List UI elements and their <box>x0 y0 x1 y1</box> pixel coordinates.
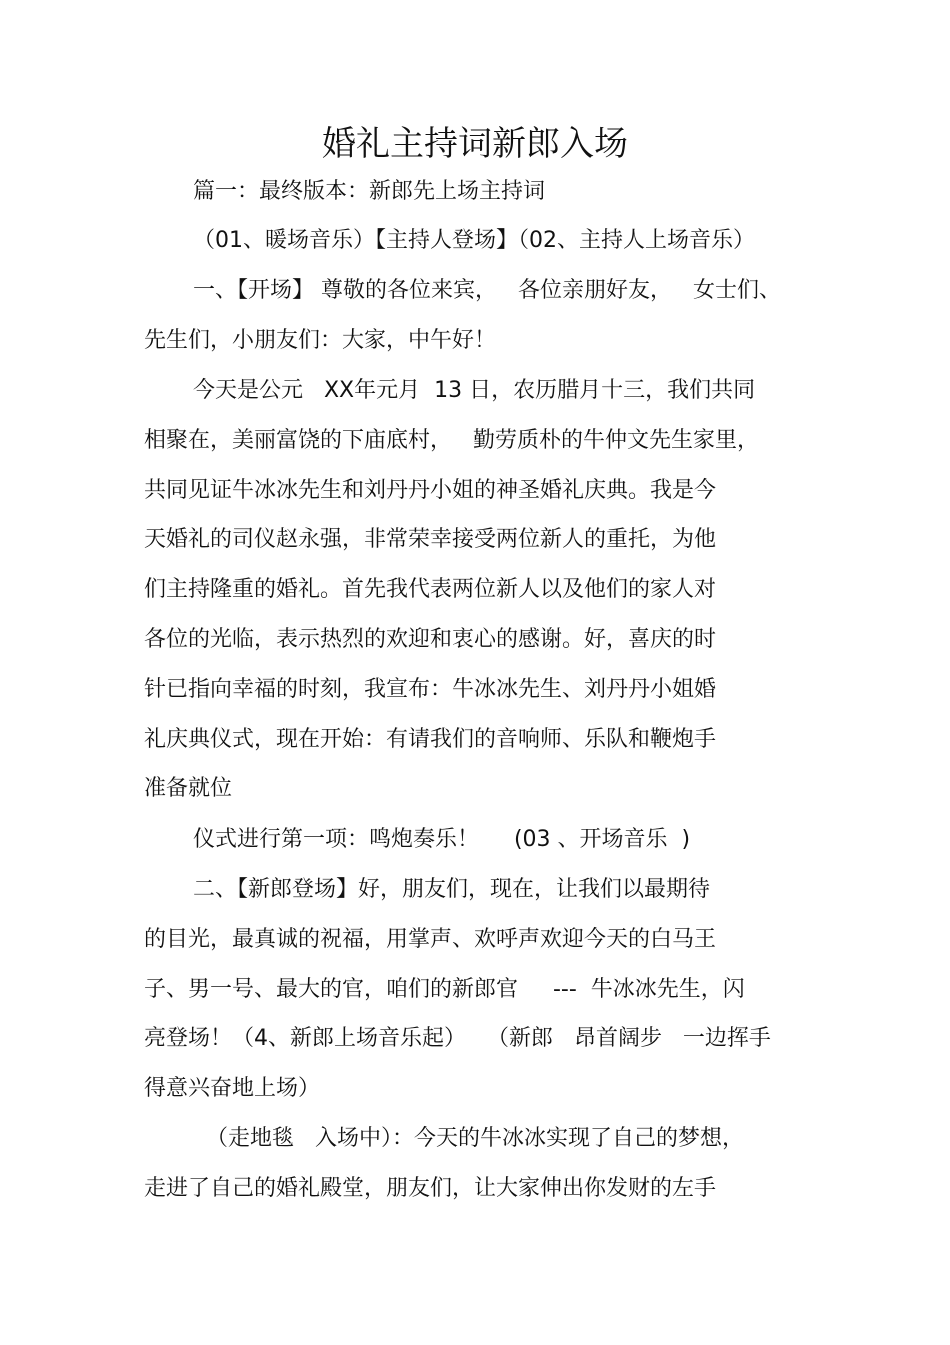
paragraph-line: （01、暖场音乐）【主持人登场】（02、主持人上场音乐） <box>193 228 755 253</box>
document-title: 婚礼主持词新郎入场 <box>322 124 628 164</box>
paragraph-line: （走地毯 入场中）：今天的牛冰冰实现了自己的梦想， <box>206 1126 744 1151</box>
paragraph-line: 的目光，最真诚的祝福，用掌声、欢呼声欢迎今天的白马王 <box>144 927 717 952</box>
paragraph-line: 共同见证牛冰冰先生和刘丹丹小姐的神圣婚礼庆典。我是今 <box>144 478 717 503</box>
paragraph-line: 亮登场！（4、新郎上场音乐起） （新郎 昂首阔步 一边挥手 <box>144 1026 771 1051</box>
paragraph-line: 先生们，小朋友们：大家，中午好！ <box>144 328 497 353</box>
paragraph-line: 得意兴奋地上场） <box>144 1076 321 1101</box>
subtitle-line: 篇一：最终版本：新郎先上场主持词 <box>193 179 546 204</box>
paragraph-line: 天婚礼的司仪赵永强，非常荣幸接受两位新人的重托，为他 <box>144 527 717 552</box>
paragraph-line: 准备就位 <box>144 776 233 801</box>
paragraph-line: 相聚在，美丽富饶的下庙底村， 勤劳质朴的牛仲文先生家里， <box>144 428 759 453</box>
paragraph-line: 子、男一号、最大的官，咱们的新郎官 --- 牛冰冰先生，闪 <box>144 977 745 1002</box>
paragraph-line: 二、【新郎登场】好，朋友们，现在，让我们以最期待 <box>193 877 711 902</box>
paragraph-line: 各位的光临，表示热烈的欢迎和衷心的感谢。好，喜庆的时 <box>144 627 717 652</box>
paragraph-line: 走进了自己的婚礼殿堂，朋友们，让大家伸出你发财的左手 <box>144 1176 717 1201</box>
paragraph-line: 仪式进行第一项：鸣炮奏乐！ (03 、开场音乐 ) <box>193 827 691 852</box>
paragraph-line: 一、【开场】 尊敬的各位来宾， 各位亲朋好友， 女士们、 <box>193 278 781 303</box>
paragraph-line: 针已指向幸福的时刻，我宣布：牛冰冰先生、刘丹丹小姐婚 <box>144 677 717 702</box>
paragraph-line: 今天是公元 XX年元月 13 日，农历腊月十三，我们共同 <box>193 378 756 403</box>
paragraph-line: 们主持隆重的婚礼。首先我代表两位新人以及他们的家人对 <box>144 577 717 602</box>
paragraph-line: 礼庆典仪式，现在开始：有请我们的音响师、乐队和鞭炮手 <box>144 727 717 752</box>
